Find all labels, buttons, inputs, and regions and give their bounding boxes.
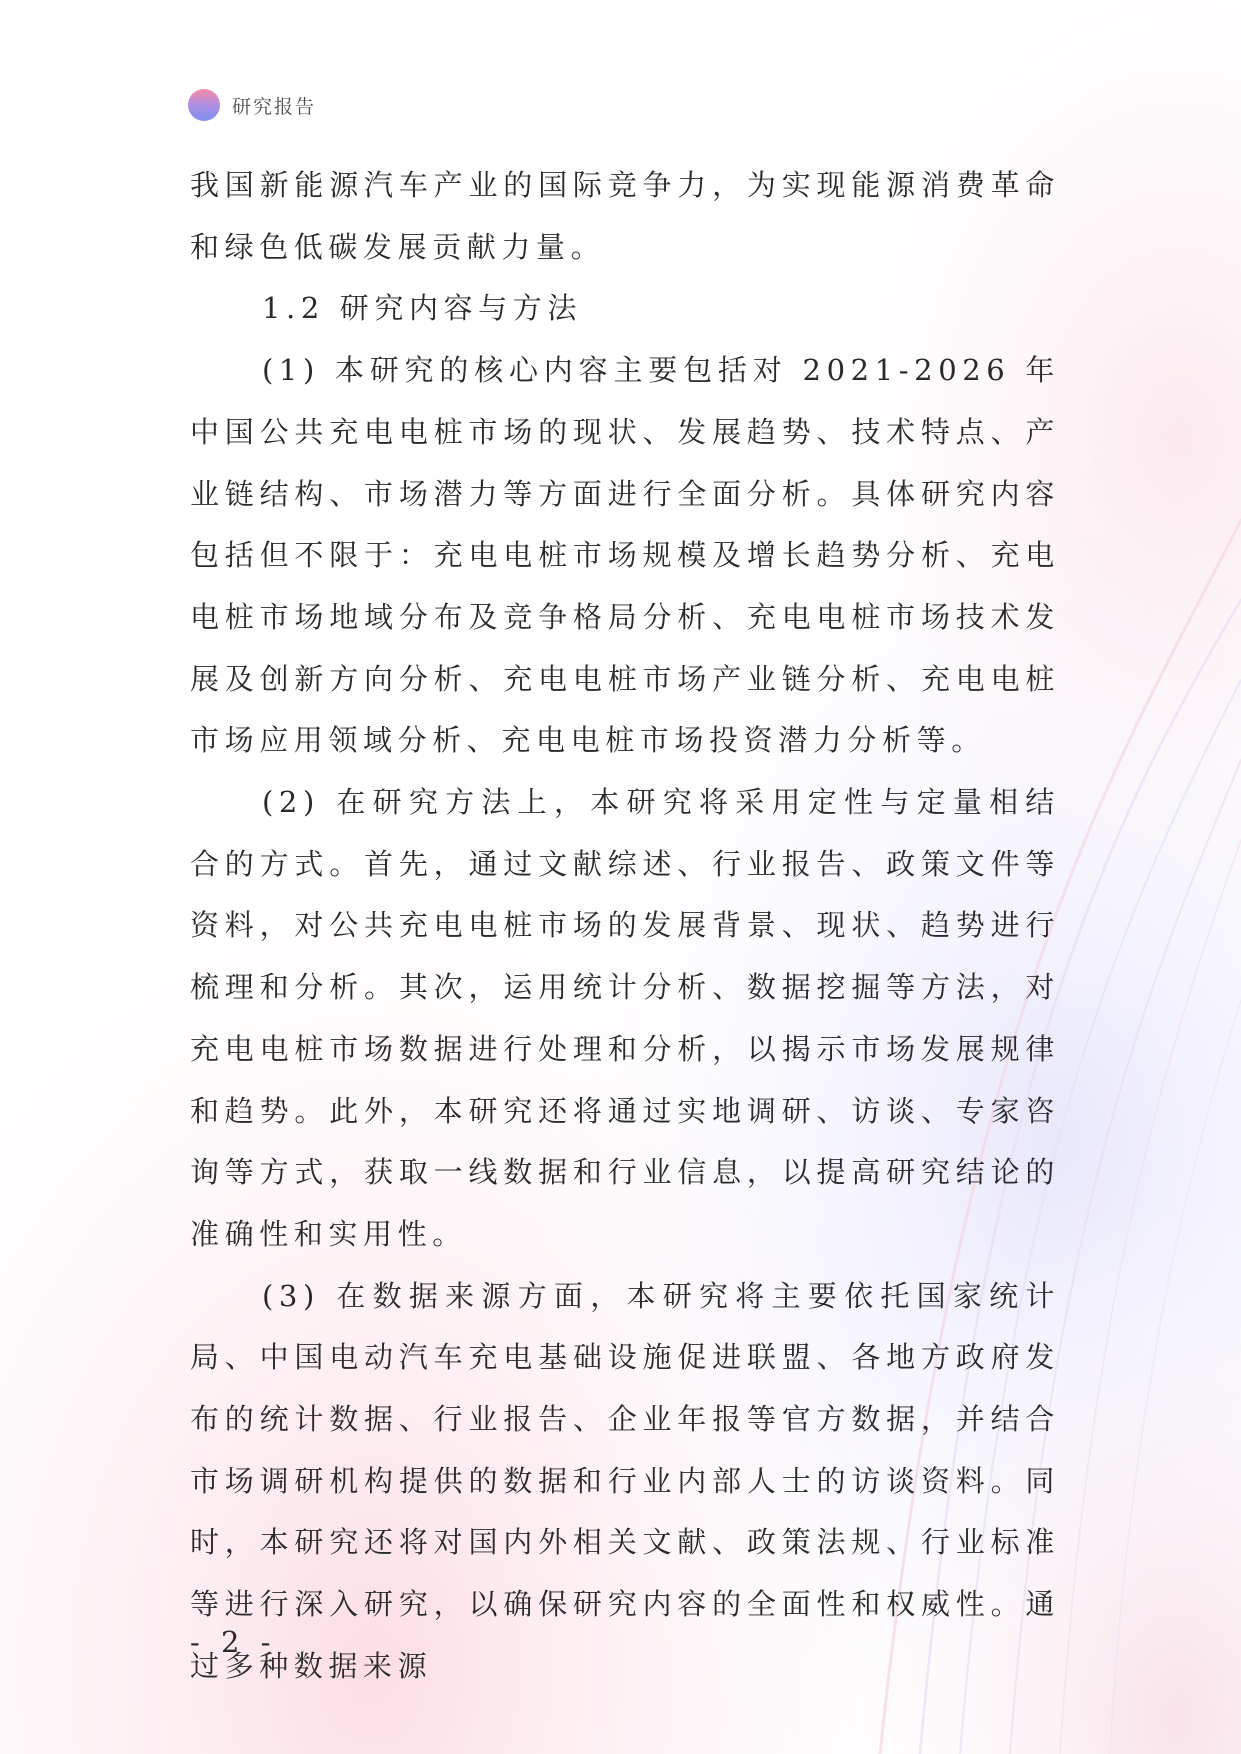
- document-body: [190, 155, 1060, 1698]
- section-heading: 1.2 研究内容与方法: [262, 291, 582, 326]
- page-number: - 2 -: [190, 1625, 277, 1659]
- paragraph-1: (1) 本研究的核心内容主要包括对 2021-2026 年中国公共充电电桩市场的现状、发展趋势、技术特点、产业链结构、市场潜力等方面进行全面分析。具体研究内容包括但不限于：充电电桩市场规模及增长趋势分析、充电电桩市场地域分布及竞争格局分析、充电电桩市场技术发展及创新方向分析、充电电桩市场产业链分析、充电电桩市场应用领域分析、充电电桩市场投资潜力分析等。: [190, 353, 1060, 758]
- header-title: 研究报告: [232, 95, 317, 118]
- logo-circle-icon: [188, 89, 220, 121]
- paragraph-intro: 我国新能源汽车产业的国际竞争力，为实现能源消费革命和绿色低碳发展贡献力量。: [190, 168, 1060, 264]
- paragraph-2: (2) 在研究方法上，本研究将采用定性与定量相结合的方式。首先，通过文献综述、行业报告、政策文件等资料，对公共充电电桩市场的发展背景、现状、趋势进行梳理和分析。其次，运用统计分析、数据挖掘等方法，对充电电桩市场数据进行处理和分析，以揭示市场发展规律和趋势。此外，本研究还将通过实地调研、访谈、专家咨询等方式，获取一线数据和行业信息，以提高研究结论的准确性和实用性。: [190, 785, 1060, 1251]
- paragraph-3: (3) 在数据来源方面，本研究将主要依托国家统计局、中国电动汽车充电基础设施促进联盟、各地方政府发布的统计数据、行业报告、企业年报等官方数据，并结合市场调研机构提供的数据和行业内部人士的访谈资料。同时，本研究还将对国内外相关文献、政策法规、行业标准等进行深入研究，以确保研究内容的全面性和权威性。通过多种数据来源: [190, 1278, 1060, 1683]
- report-header: [188, 88, 316, 122]
